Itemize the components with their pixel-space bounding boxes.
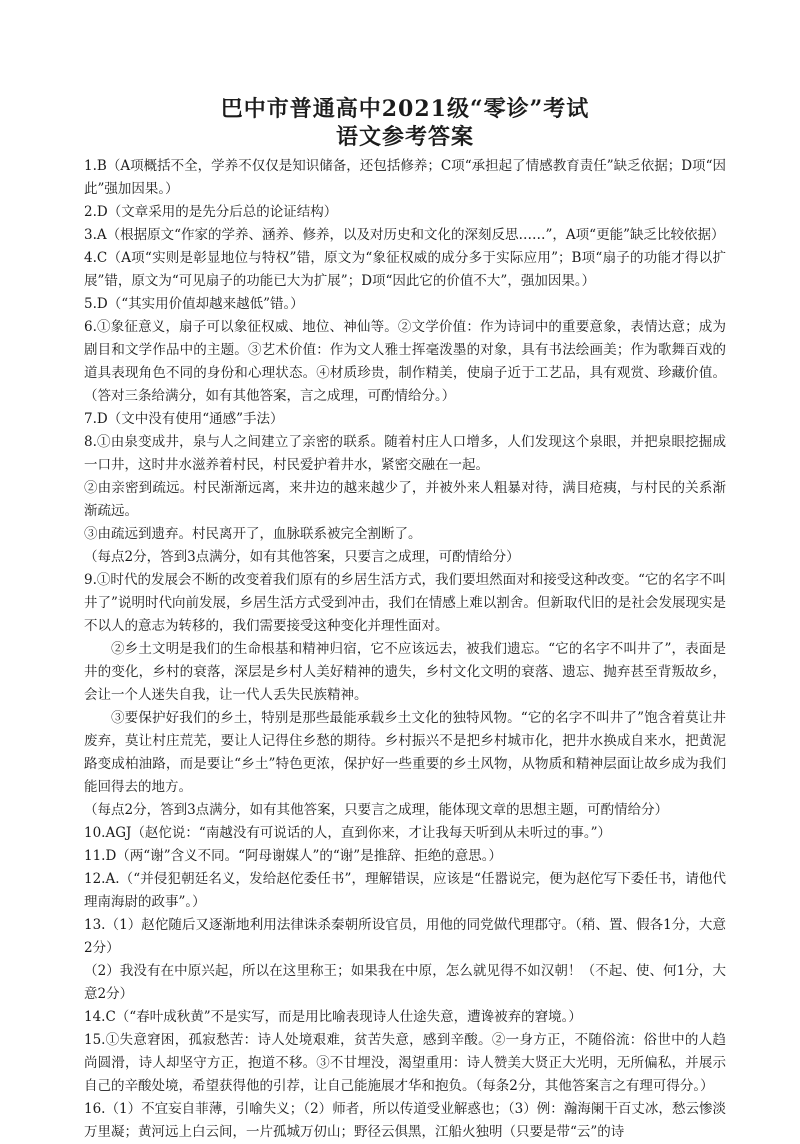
answer-item: 13.（1）赵佗随后又逐渐地利用法律诛杀秦朝所设官员，用他的同党做代理郡守。（稍、置、假各1分，大意2分） xyxy=(84,917,726,956)
answer-item: 10.AGJ（赵佗说：“南越没有可说话的人，直到你来，才让我每天听到从未听过的事。”） xyxy=(84,825,611,841)
answer-list xyxy=(84,155,726,1144)
answer-item: 4.C（A项“实则是彰显地位与特权”错，原文为“象征权威的成分多于实际应用”；B项“扇子的功能才得以扩展”错，原文为“可见扇子的功能已大为扩展”；D项“因此它的价值不大”，强加因果。） xyxy=(84,250,726,289)
answer-item: ③由疏远到遗弃。村民离开了，血脉联系被完全割断了。 xyxy=(84,526,422,542)
answer-item: 15.①失意窘困，孤寂愁苦：诗人处境艰难，贫苦失意，感到辛酸。②一身方正，不随俗流：俗世中的人趋尚圆滑，诗人却坚守方正，抱道不移。③不甘埋没，渴望重用：诗人赞美大贤正大光明，无所偏私，并展示自己的辛酸处境，希望获得他的引荐，让自己能施展才华和抱负。（每条2分，其他答案言之有理可得分。） xyxy=(84,1032,726,1094)
answer-item: （每点2分，答到3点满分，如有其他答案，只要言之成理，可酌情给分） xyxy=(84,549,520,565)
answer-item: （每点2分，答到3点满分，如有其他答案，只要言之成理，能体现文章的思想主题，可酌情给分） xyxy=(84,802,669,818)
answer-item: ③要保护好我们的乡土，特别是那些最能承载乡土文化的独特风物。“它的名字不叫井了”饱含着莫让井废弃，莫让村庄荒芜，要让人记得住乡愁的期待。乡村振兴不是把乡村城市化，把井水换成自来水，把黄泥路变成柏油路，而是要让“乡土”特色更浓，保护好一些重要的乡土风物，从物质和精神层面让故乡成为我们能回得去的地方。 xyxy=(84,710,726,795)
answer-item: 5.D（“其实用价值却越来越低”错。） xyxy=(84,296,304,312)
answer-item: 3.A（根据原文“作家的学养、涵养、修养，以及对历史和文化的深刻反思……”，A项“更能”缺乏比较依据） xyxy=(84,227,725,243)
answer-item: 7.D（文中没有使用“通感”手法） xyxy=(84,411,284,427)
answer-item: 1.B（A项概括不全，学养不仅仅是知识储备，还包括修养；C项“承担起了情感教育责任”缺乏依据；D项“因此”强加因果。） xyxy=(84,158,726,197)
answer-item: 2.D（文章采用的是先分后总的论证结构） xyxy=(84,204,338,220)
answer-item: 16.（1）不宜妄自菲薄，引喻失义；（2）师者，所以传道受业解惑也；（3）例：瀚海阑干百丈冰，愁云惨淡万里凝；黄河远上白云间，一片孤城万仞山；野径云俱黑，江船火独明（只要是带“云”的诗 xyxy=(84,1101,726,1140)
answer-item: ②乡土文明是我们的生命根基和精神归宿，它不应该远去，被我们遗忘。“它的名字不叫井了”，表面是井的变化，乡村的衰落，深层是乡村人美好精神的遗失，乡村文化文明的衰落、遗忘、抛弃甚至背叛故乡，会让一个人迷失自我，让一代人丢失民族精神。 xyxy=(84,641,726,703)
exam-title: 巴中市普通高中2021级“零诊”考试 xyxy=(220,96,590,122)
answer-item: 12.A.（“并侵犯朝廷名义，发给赵佗委任书”，理解错误，应该是“任嚣说完，便为赵佗写下委任书，请他代理南海尉的政事”。） xyxy=(84,871,726,910)
answer-item: （2）我没有在中原兴起，所以在这里称王；如果我在中原，怎么就见得不如汉朝！（不起、使、何1分，大意2分） xyxy=(84,963,726,1002)
answer-item: 6.①象征意义，扇子可以象征权威、地位、神仙等。②文学价值：作为诗词中的重要意象，表情达意；成为剧目和文学作品中的主题。③艺术价值：作为文人雅士挥毫泼墨的对象，具有书法绘画美；作为歌舞百戏的道具表现角色不同的身份和心理状态。④材质珍贵，制作精美，使扇子近于工艺品，具有观赏、珍藏价值。（答对三条给满分，如有其他答案，言之成理，可酌情给分。） xyxy=(84,319,726,404)
answer-key-title: 语文参考答案 xyxy=(335,124,474,150)
answer-item: 9.①时代的发展会不断的改变着我们原有的乡居生活方式，我们要坦然面对和接受这种改变。“它的名字不叫井了”说明时代向前发展，乡居生活方式受到冲击，我们在情感上难以割舍。但新取代旧的是社会发展现实是不以人的意志为转移的，我们需要接受这种变化并理性面对。 xyxy=(84,572,726,634)
answer-item: 14.C（“春叶成秋黄”不是实写，而是用比喻表现诗人仕途失意，遭谗被弃的窘境。） xyxy=(84,1009,582,1025)
answer-item: 11.D（两“谢”含义不同。“阿母谢媒人”的“谢”是推辞、拒绝的意思。） xyxy=(84,848,502,864)
answer-item: 8.①由泉变成井，泉与人之间建立了亲密的联系。随着村庄人口增多，人们发现这个泉眼，并把泉眼挖掘成一口井，这时井水滋养着村民，村民爱护着井水，紧密交融在一起。 xyxy=(84,434,726,473)
answer-item: ②由亲密到疏远。村民渐渐远离，来井边的越来越少了，并被外来人粗暴对待，满目疮痍，与村民的关系渐渐疏远。 xyxy=(84,480,726,519)
